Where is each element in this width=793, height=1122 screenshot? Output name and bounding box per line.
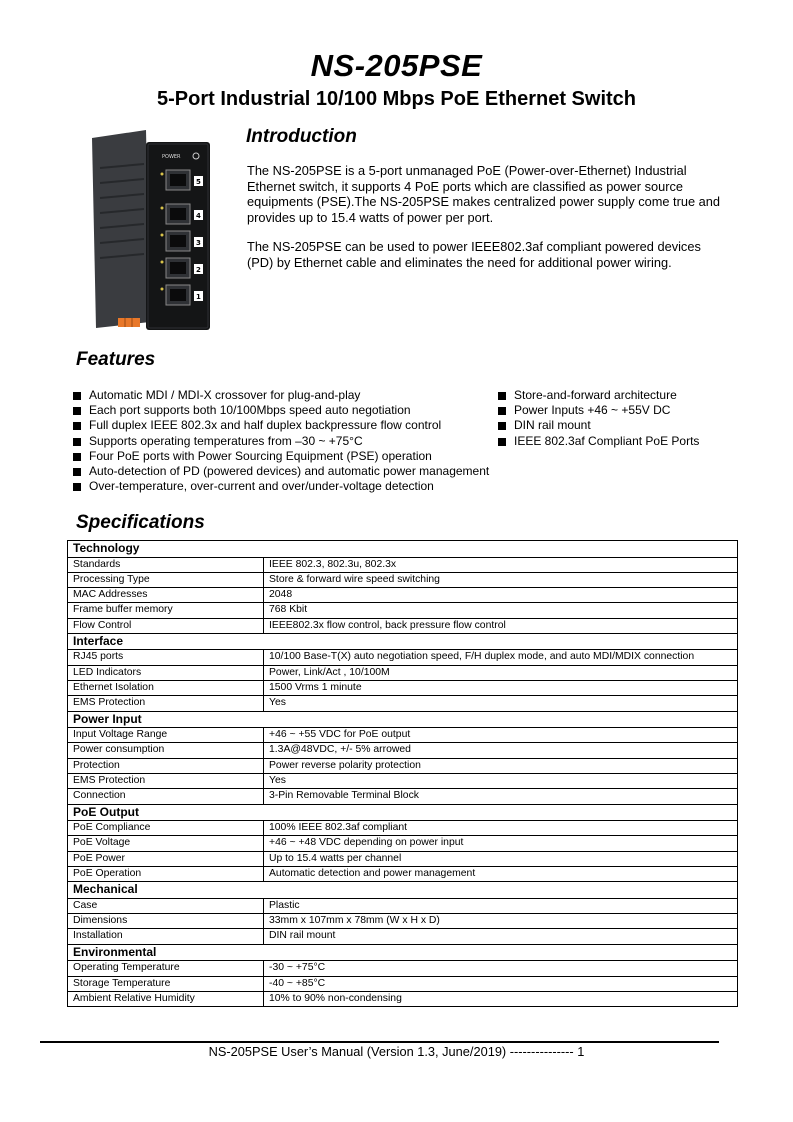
spec-value: 3-Pin Removable Terminal Block xyxy=(264,789,738,804)
spec-label: Ethernet Isolation xyxy=(68,681,264,696)
specifications-table xyxy=(67,540,738,1007)
spec-value: 10/100 Base-T(X) auto negotiation speed, F/H duplex mode, and auto MDI/MDIX connection xyxy=(264,650,738,665)
spec-section-row xyxy=(68,633,738,650)
spec-section-title: PoE Output xyxy=(68,804,738,821)
features-list-left xyxy=(73,388,503,494)
features-heading: Features xyxy=(76,349,156,370)
feature-item: DIN rail mount xyxy=(498,418,738,433)
feature-item: Full duplex IEEE 802.3x and half duplex backpressure flow control xyxy=(73,418,503,433)
feature-item: Power Inputs +46 ~ +55V DC xyxy=(498,403,738,418)
spec-value: 33mm x 107mm x 78mm (W x H x D) xyxy=(264,914,738,929)
spec-label: Installation xyxy=(68,929,264,944)
table-row xyxy=(68,728,738,743)
spec-label: LED Indicators xyxy=(68,665,264,680)
spec-value: -40 ~ +85°C xyxy=(264,976,738,991)
table-row xyxy=(68,665,738,680)
spec-value: Yes xyxy=(264,696,738,711)
table-row xyxy=(68,851,738,866)
spec-label: Processing Type xyxy=(68,572,264,587)
spec-value: IEEE 802.3, 802.3u, 802.3x xyxy=(264,557,738,572)
feature-item: IEEE 802.3af Compliant PoE Ports xyxy=(498,434,738,449)
spec-label: Standards xyxy=(68,557,264,572)
spec-value: Yes xyxy=(264,774,738,789)
specifications-heading: Specifications xyxy=(76,512,205,533)
spec-section-row xyxy=(68,882,738,899)
spec-value: 1500 Vrms 1 minute xyxy=(264,681,738,696)
spec-section-row xyxy=(68,711,738,728)
spec-label: Power consumption xyxy=(68,743,264,758)
table-row xyxy=(68,991,738,1006)
spec-value: Up to 15.4 watts per channel xyxy=(264,851,738,866)
spec-value: 768 Kbit xyxy=(264,603,738,618)
table-row xyxy=(68,557,738,572)
square-bullet-icon xyxy=(73,392,81,400)
table-row xyxy=(68,650,738,665)
spec-value: +46 ~ +55 VDC for PoE output xyxy=(264,728,738,743)
spec-label: PoE Voltage xyxy=(68,836,264,851)
table-row xyxy=(68,821,738,836)
port-number-4: 4 xyxy=(196,212,201,220)
spec-label: Storage Temperature xyxy=(68,976,264,991)
square-bullet-icon xyxy=(498,392,506,400)
spec-value: Automatic detection and power management xyxy=(264,867,738,882)
square-bullet-icon xyxy=(73,438,81,446)
spec-label: EMS Protection xyxy=(68,774,264,789)
table-row xyxy=(68,961,738,976)
port-number-2: 2 xyxy=(196,266,201,274)
spec-label: Input Voltage Range xyxy=(68,728,264,743)
spec-label: PoE Compliance xyxy=(68,821,264,836)
spec-label: Case xyxy=(68,898,264,913)
spec-label: PoE Power xyxy=(68,851,264,866)
spec-section-title: Interface xyxy=(68,633,738,650)
device-side-panel xyxy=(92,130,150,328)
spec-value: -30 ~ +75°C xyxy=(264,961,738,976)
spec-value: Store & forward wire speed switching xyxy=(264,572,738,587)
table-row xyxy=(68,588,738,603)
table-row xyxy=(68,774,738,789)
feature-item: Store-and-forward architecture xyxy=(498,388,738,403)
spec-value: 10% to 90% non-condensing xyxy=(264,991,738,1006)
square-bullet-icon xyxy=(498,438,506,446)
table-row xyxy=(68,976,738,991)
spec-value: 100% IEEE 802.3af compliant xyxy=(264,821,738,836)
spec-section-title: Environmental xyxy=(68,944,738,961)
spec-section-row xyxy=(68,804,738,821)
spec-value: 1.3A@48VDC, +/- 5% arrowed xyxy=(264,743,738,758)
port-number-1: 1 xyxy=(196,293,201,301)
spec-value: IEEE802.3x flow control, back pressure flow control xyxy=(264,618,738,633)
table-row xyxy=(68,914,738,929)
table-row xyxy=(68,867,738,882)
feature-item: Each port supports both 10/100Mbps speed auto negotiation xyxy=(73,403,503,418)
square-bullet-icon xyxy=(73,453,81,461)
spec-label: RJ45 ports xyxy=(68,650,264,665)
table-row xyxy=(68,572,738,587)
table-row xyxy=(68,929,738,944)
introduction-paragraph-2: The NS-205PSE can be used to power IEEE802.3af compliant powered devices (PD) by Ethernet cable and eliminates the need for additional power wiring. xyxy=(247,239,701,270)
spec-section-title: Technology xyxy=(68,541,738,558)
footer-page-info: NS-205PSE User’s Manual (Version 1.3, June/2019) --------------- 1 xyxy=(208,1044,585,1059)
feature-item: Automatic MDI / MDI-X crossover for plug-and-play xyxy=(73,388,503,403)
square-bullet-icon xyxy=(498,422,506,430)
spec-value: +46 ~ +48 VDC depending on power input xyxy=(264,836,738,851)
table-row xyxy=(68,743,738,758)
table-row xyxy=(68,603,738,618)
features-list-right xyxy=(498,388,738,449)
spec-label: EMS Protection xyxy=(68,696,264,711)
spec-label: Operating Temperature xyxy=(68,961,264,976)
spec-section-title: Power Input xyxy=(68,711,738,728)
switch-product-image xyxy=(88,128,218,334)
spec-label: Dimensions xyxy=(68,914,264,929)
square-bullet-icon xyxy=(73,468,81,476)
square-bullet-icon xyxy=(73,422,81,430)
table-row xyxy=(68,836,738,851)
spec-label: Connection xyxy=(68,789,264,804)
feature-item: Auto-detection of PD (powered devices) and automatic power management xyxy=(73,464,503,479)
spec-label: PoE Operation xyxy=(68,867,264,882)
document-subtitle: 5-Port Industrial 10/100 Mbps PoE Ethernet Switch xyxy=(157,88,636,110)
square-bullet-icon xyxy=(498,407,506,415)
table-row xyxy=(68,696,738,711)
table-row xyxy=(68,898,738,913)
introduction-heading: Introduction xyxy=(246,126,357,147)
spec-value: Power reverse polarity protection xyxy=(264,758,738,773)
feature-item: Four PoE ports with Power Sourcing Equipment (PSE) operation xyxy=(73,449,503,464)
spec-value: 2048 xyxy=(264,588,738,603)
spec-value: Plastic xyxy=(264,898,738,913)
square-bullet-icon xyxy=(73,483,81,491)
spec-label: MAC Addresses xyxy=(68,588,264,603)
spec-label: Frame buffer memory xyxy=(68,603,264,618)
table-row xyxy=(68,618,738,633)
table-row xyxy=(68,758,738,773)
port-number-5: 5 xyxy=(196,178,201,186)
port-number-3: 3 xyxy=(196,239,201,247)
spec-section-row xyxy=(68,944,738,961)
table-row xyxy=(68,681,738,696)
footer-divider xyxy=(40,1041,719,1043)
spec-section-row xyxy=(68,541,738,558)
power-label: POWER xyxy=(162,154,181,160)
table-row xyxy=(68,789,738,804)
introduction-paragraph-1: The NS-205PSE is a 5-port unmanaged PoE (Power-over-Ethernet) Industrial Ethernet switch, it supports 4 PoE ports which are classified as power source equipments (PSE).The NS-205PSE makes centralized power supply come true and provides up to 15.4 watts of power per port. xyxy=(247,163,721,225)
square-bullet-icon xyxy=(73,407,81,415)
spec-label: Protection xyxy=(68,758,264,773)
feature-item: Supports operating temperatures from –30 ~ +75°C xyxy=(73,434,503,449)
spec-label: Ambient Relative Humidity xyxy=(68,991,264,1006)
spec-label: Flow Control xyxy=(68,618,264,633)
spec-section-title: Mechanical xyxy=(68,882,738,899)
spec-value: Power, Link/Act , 10/100M xyxy=(264,665,738,680)
feature-item: Over-temperature, over-current and over/under-voltage detection xyxy=(73,479,503,494)
spec-value: DIN rail mount xyxy=(264,929,738,944)
document-title: NS-205PSE xyxy=(310,48,483,83)
terminal-block xyxy=(118,318,140,327)
